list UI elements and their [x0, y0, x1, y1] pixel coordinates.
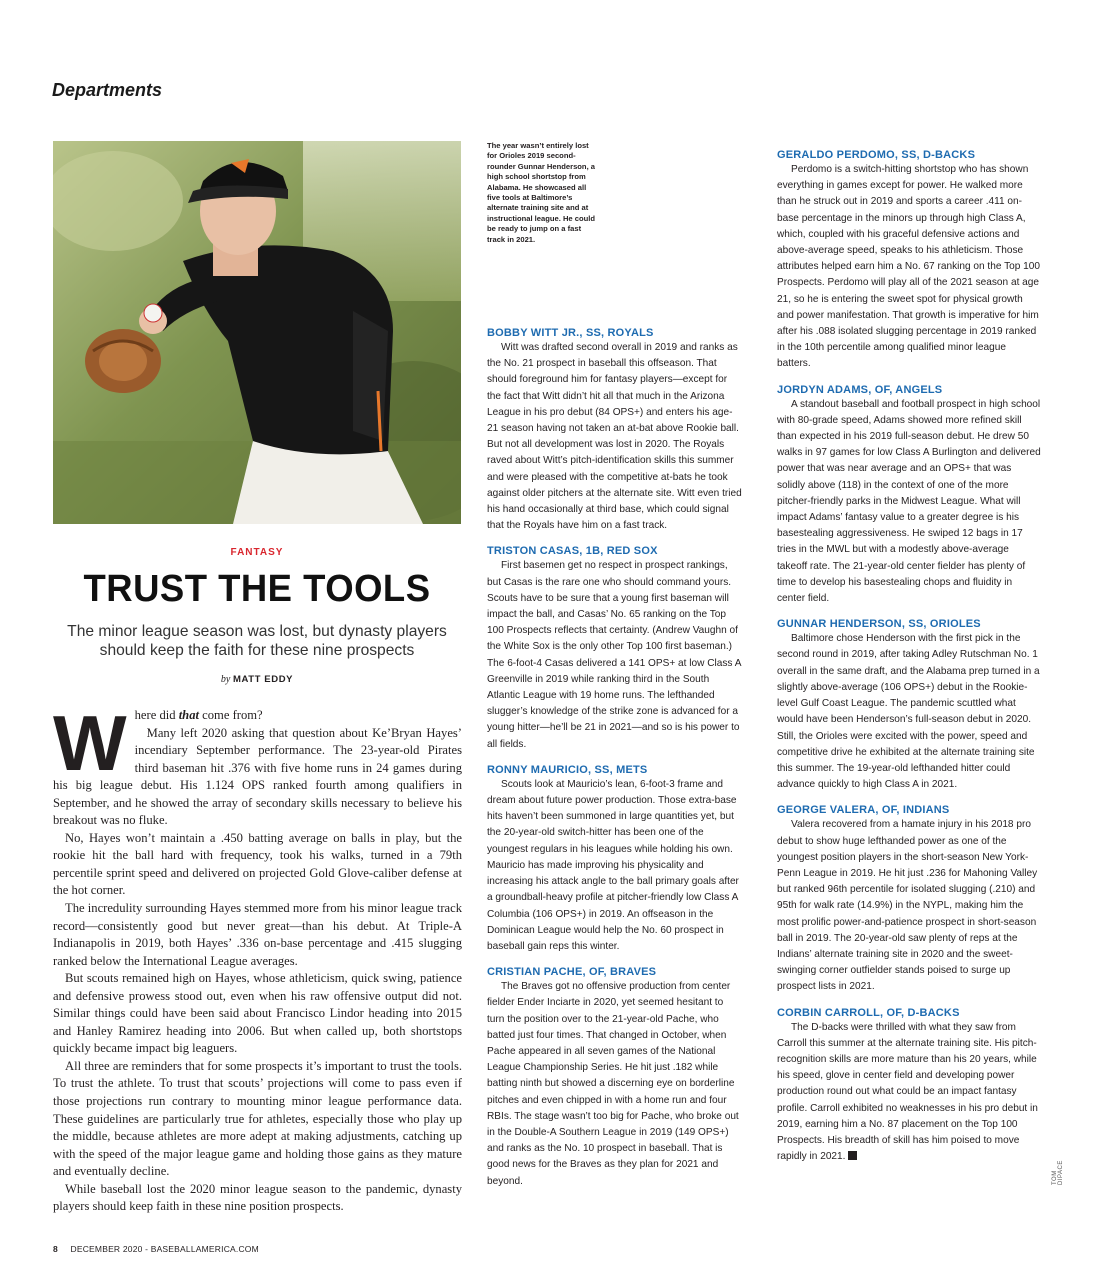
player-text: First basemen get no respect in prospect rankings, but Casas is the rare one who should command yours. Scouts have to be sure that a young first baseman will impact the ball, and Casas’ No. 65 ranking on the Top 100 Prospects reflects that certainty. (Andrew Vaughn of the White Sox is the only other Top 100 first baseman.) The 6-foot-4 Casas delivered a 141 OPS+ at low Class A Greenville in 2019 while ranking third in the South Atlantic League with 19 home runs. The lefthanded slugger’s knowledge of the strike zone is advanced for a young hitter—he’ll be 21 in 2021—and so is his power to all fields.	[487, 560, 741, 750]
dek: The minor league season was lost, but dynasty players should keep the faith for these nine prospects	[67, 623, 447, 659]
paragraph: Many left 2020 asking that question about Ke’Bryan Hayes’ incendiary September performance. The 23-year-old Pirates third baseman hit .376 with five home runs in 24 games during his big league debut. His 1.124 OPS ranked fourth among qualifiers in September, and he showed the array of secondary skills necessary to believe his breakout was no fluke.	[53, 725, 462, 828]
player-text: The Braves got no offensive production from center fielder Ender Inciarte in 2020, yet seemed hesitant to turn the position over to the 21-year-old Pache, who batted just four times. That changed in October, when Pache appeared in all seven games of the National League Championship Series. He hit just .182 while batting ninth but showed a discerning eye on borderline pitches and even chipped in with a home run and four RBIs. The stage wasn’t too big for Pache, who broke out in the Double-A Southern League in 2019 (149 OPS+) and ranks as the No. 10 prospect in baseball. That is good news for the Braves as they plan for 2021 and beyond.	[487, 981, 739, 1187]
player-heading: CRISTIAN PACHE, OF, BRAVES	[487, 966, 657, 979]
photo-caption: The year wasn’t entirely lost for Orioles 2019 second-rounder Gunnar Henderson, a high school shortstop from Alabama. He showcased all five tools at Baltimore’s alternate training site and at instructional league. He could be ready to jump on a fast track in 2021.	[487, 141, 596, 244]
player-text: Scouts look at Mauricio’s lean, 6-foot-3 frame and dream about future power production. Those extra-base hits haven’t been summoned in large quantities yet, but the 20-year-old switch-hitter has been one of the youngest regulars in his leagues while holding his own. Mauricio has made improving his physicality and increasing his attack angle to the ball primary goals after a groundball-heavy profile at pitcher-friendly low Class A Columbia (106 OPS+) in 2019. An offseason in the Dominican League would help the No. 60 prospect in baseball gain reps this winter.	[487, 778, 739, 952]
player-heading: RONNY MAURICIO, SS, METS	[487, 763, 648, 776]
player-text: Valera recovered from a hamate injury in his 2018 pro debut to show huge lefthanded power as one of the youngest position players in the short-season New York-Penn League in 2019. He hit just .236 for Mahoning Valley but ranked 96th percentile for isolated slugging (.210) and 95th for walk rate (14.9%) in the NYPL, making him the most prolific power-and-patience prospect in short-season ball in 2019. The 20-year-old saw plenty of reps at the Indians’ alternate training site in 2020 and the sweet-swinging corner outfielder stands poised to surge up prospect lists in 2021.	[777, 819, 1038, 993]
player-text: The D-backs were thrilled with what they saw from Carroll this summer at the alternate training site. His pitch-recognition skills are more mature than his 20 years, while his speed, glove in center field and developing power production round out what could be an impact fantasy profile. Carroll exhibited no weaknesses in his pro debut in 2019, earning him a No. 87 placement on the Top 100 Prospects. His breadth of skill has him poised to move rapidly in 2021.	[777, 1021, 1038, 1163]
byline-author: MATT EDDY	[232, 674, 294, 685]
page-number: 8	[53, 1244, 58, 1254]
player-heading: BOBBY WITT JR., SS, ROYALS	[487, 327, 654, 339]
page-footer	[53, 1244, 259, 1254]
player-heading: TRISTON CASAS, 1B, RED SOX	[487, 545, 658, 558]
player-heading: GERALDO PERDOMO, SS, D-BACKS	[777, 149, 976, 161]
player-heading: CORBIN CARROLL, OF, D-BACKS	[777, 1006, 960, 1019]
headline: TRUST THE TOOLS	[83, 568, 431, 610]
end-mark-icon	[848, 1151, 857, 1160]
drop-cap: W	[53, 699, 127, 787]
pitcher-illustration	[53, 141, 461, 524]
paragraph: But scouts remained high on Hayes, whose athleticism, quick swing, patience and defensive prowess stood out, even when his raw offensive output did not. Similar things could have been said about Francisco Lindor heading into 2015 and Hanley Ramirez heading into 2006. But when called up, both shortstops quickly became impact big leaguers.	[53, 971, 462, 1056]
paragraph: The incredulity surrounding Hayes stemmed more from his minor league track record—consistently good but never great—than his debut. At Triple-A Indianapolis in 2019, both Hayes’ .336 on-base percentage and .415 slugging ranked below the International League averages.	[53, 901, 462, 968]
prospects-column-right	[777, 148, 1041, 1165]
paragraph: Where did that come from?	[53, 699, 263, 787]
kicker: FANTASY	[230, 547, 284, 558]
section-label: Departments	[52, 80, 163, 100]
player-text: Witt was drafted second overall in 2019 and ranks as the No. 21 prospect in baseball this offseason. That should foreground him for fantasy players—except for the fact that Witt didn’t hit all that much in the Arizona League in his pro debut (84 OPS+) and enters his age-21 season having not taken an at-bat above Rookie ball. But not all development was lost in 2020. The Royals raved about Witt’s pitch-identification skills this summer and were pleased with the competitive at-bats he took against older pitchers at the alternate site. Witt even tried his hand occasionally at third base, which could signal that the Royals have him on a fast track.	[487, 342, 742, 532]
article-body	[53, 699, 462, 1216]
player-heading: GUNNAR HENDERSON, SS, ORIOLES	[777, 618, 981, 631]
paragraph: All three are reminders that for some prospects it’s important to trust the tools. To trust the athlete. To trust that scouts’ projections will come to pass even if those projections run contrary to mounting minor league performance data. These guidelines are particularly true for athletes, especially those who play up the middle, because athletes are more adept at making adjustments, catching up with the speed of the major league game and holding those gains as they mature and eventually decline.	[53, 1058, 462, 1179]
paragraph: While baseball lost the 2020 minor league season to the pandemic, dynasty players should keep faith in these nine position prospects.	[53, 1181, 462, 1214]
player-text: Perdomo is a switch-hitting shortstop who has shown everything in games except for power. He walked more than he struck out in 2019 and sports a career .411 on-base percentage in the minors up through high Class A, which, coupled with his graceful defensive actions and above-average speed, speaks to his athleticism. Those attributes helped earn him a No. 67 ranking on the Top 100 Prospects. Perdomo will play all of the 2021 season at age 21, so he is entering the sweet spot for physical growth and power manifestation. That growth is imperative for him after his .088 isolated slugging percentage in 2019 ranked in the 10th percentile among qualified minor league batters.	[777, 164, 1040, 370]
player-heading: JORDYN ADAMS, OF, ANGELS	[777, 383, 943, 396]
photo-credit: TOM DIPACE	[1052, 1160, 1064, 1185]
player-text: Baltimore chose Henderson with the first pick in the second round in 2019, after taking Adley Rutschman No. 1 overall in the same draft, and the Alabama prep turned in a slightly above-average (106 OPS+) debut in the Rookie-level Gulf Coast League. The pandemic scuttled what would have been Henderson’s full-season debut in 2020. Still, the Orioles were excited with the power, speed and competitive drive he exhibited at the alternate training site this summer. The 19-year-old lefthanded hitter could advance quickly to high Class A in 2021.	[777, 633, 1040, 791]
byline	[53, 674, 461, 685]
prospects-column-middle	[487, 326, 743, 1190]
paragraph: No, Hayes won’t maintain a .450 batting average on balls in play, but the rookie hit the ball hard with frequency, took his walks, turned in a 79th percentile sprint speed and delivered on projected Gold Glove-caliber defense at the hot corner.	[53, 830, 462, 898]
player-text: A standout baseball and football prospect in high school with 80-grade speed, Adams showed more refined skill than expected in his 2019 full-season debut. He drew 50 walks in 97 games for low Class A Burlington and delivered power that was near average and an OPS+ that was solidly above (118) in the context of one of the more pitcher-friendly parks in the Midwest League. What will impact Adams’ fantasy value to a greater degree is his basestealing aggressiveness. He swiped 12 bags in 17 tries in the MWL but with a modestly above-average takeoff rate. The 21-year-old center fielder has plenty of time to develop his basestealing chops and fluidity in center field.	[777, 398, 1041, 605]
player-heading: GEORGE VALERA, OF, INDIANS	[777, 804, 950, 817]
player-photo	[53, 141, 461, 524]
issue-info: DECEMBER 2020 - BASEBALLAMERICA.COM	[70, 1244, 259, 1254]
byline-prefix: by	[220, 674, 231, 685]
